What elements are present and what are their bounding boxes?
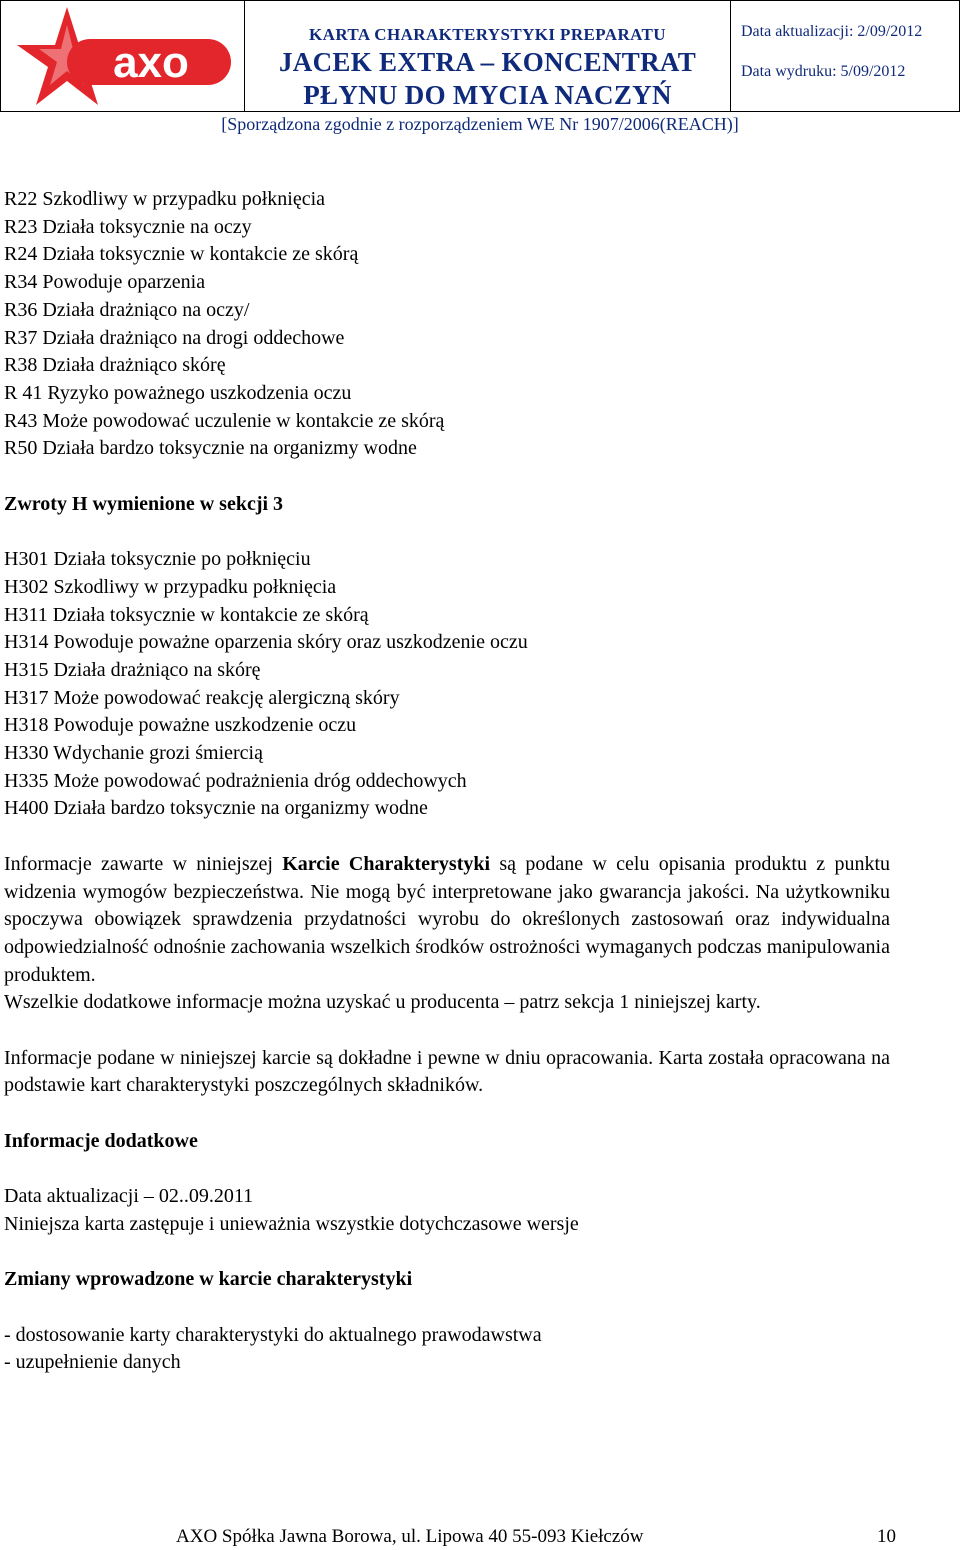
update-date: Data aktualizacji: 2/09/2012	[741, 23, 923, 40]
product-name-line2: PŁYNU DO MYCIA NACZYŃ	[303, 80, 672, 110]
list-item: H318 Powoduje poważne uszkodzenie oczu	[4, 714, 357, 737]
logo-text: axo	[113, 38, 189, 87]
r-phrases-list	[4, 186, 890, 463]
document-type: KARTA CHARAKTERYSTYKI PREPARATU	[309, 25, 666, 44]
list-item: R34 Powoduje oparzenia	[4, 271, 206, 294]
list-item: R43 Może powodować uczulenie w kontakcie ze skórą	[4, 409, 445, 432]
list-item: H335 Może powodować podrażnienia dróg oddechowych	[4, 769, 467, 792]
list-item: H311 Działa toksycznie w kontakcie ze skórą	[4, 603, 369, 626]
list-item: H400 Działa bardzo toksycznie na organizmy wodne	[4, 797, 428, 820]
changes-heading: Zmiany wprowadzone w karcie charakterystyki	[4, 1268, 413, 1291]
list-item: R50 Działa bardzo toksycznie na organizmy wodne	[4, 437, 417, 460]
list-item: H314 Powoduje poważne oparzenia skóry oraz uszkodzenie oczu	[4, 631, 528, 654]
company-address: AXO Spółka Jawna Borowa, ul. Lipowa 40 55-093 Kiełczów	[176, 1526, 644, 1547]
list-item: - uzupełnienie danych	[4, 1351, 181, 1374]
disclaimer-card-name: Karcie Charakterystyki	[282, 852, 491, 875]
axo-logo	[9, 5, 237, 109]
disclaimer-paragraph	[4, 851, 890, 990]
list-item: R23 Działa toksycznie na oczy	[4, 215, 252, 238]
accuracy-paragraph: Informacje podane w niniejszej karcie są dokładne i pewne w dniu opracowania. Karta została opracowana na podstawie kart charakterystyki poszczególnych składników.	[4, 1046, 890, 1097]
list-item: H301 Działa toksycznie po połknięciu	[4, 548, 311, 571]
logo-cell	[0, 0, 245, 112]
list-item: H315 Działa drażniąco na skórę	[4, 658, 261, 681]
revision-date: Data aktualizacji – 02..09.2011	[4, 1185, 254, 1208]
page-number: 10	[877, 1526, 896, 1547]
document-body	[4, 186, 890, 1377]
list-item: H330 Wdychanie grozi śmiercią	[4, 742, 263, 765]
list-item: - dostosowanie karty charakterystyki do aktualnego prawodawstwa	[4, 1323, 542, 1346]
disclaimer-text-start: Informacje zawarte w niniejszej	[4, 852, 283, 875]
h-phrases-heading: Zwroty H wymienione w sekcji 3	[4, 492, 284, 515]
list-item: R37 Działa drażniąco na drogi oddechowe	[4, 326, 345, 349]
title-cell	[244, 0, 731, 112]
list-item: H317 Może powodować reakcję alergiczną skóry	[4, 686, 400, 709]
list-item: R 41 Ryzyko poważnego uszkodzenia oczu	[4, 381, 352, 404]
dates-cell	[730, 0, 960, 112]
disclaimer-text-rest: są podane w celu opisania produktu z punktu widzenia wymogów bezpieczeństwa. Nie mogą być interpretowane jako gwarancja jakości. Na użytkowniku spoczywa obowiązek sprawdzenia przydatności wyrobu do określonych zastosowań oraz indywidualna odpowiedzialność odnośnie zachowania wszelkich środków ostrożności wymaganych podczas manipulowania produktem.	[4, 852, 891, 986]
h-phrases-list	[4, 546, 890, 823]
producer-info-paragraph: Wszelkie dodatkowe informacje można uzyskać u producenta – patrz sekcja 1 niniejszej karty.	[4, 991, 761, 1014]
list-item: R24 Działa toksycznie w kontakcie ze skórą	[4, 243, 359, 266]
print-date: Data wydruku: 5/09/2012	[741, 63, 906, 80]
list-item: H302 Szkodliwy w przypadku połknięcia	[4, 575, 337, 598]
list-item: R22 Szkodliwy w przypadku połknięcia	[4, 188, 326, 210]
supersedes-note: Niniejsza karta zastępuje i unieważnia wszystkie dotychczasowe wersje	[4, 1212, 579, 1235]
document-header	[0, 0, 960, 140]
list-item: R38 Działa drażniąco skórę	[4, 354, 226, 377]
regulation-note: [Sporządzona zgodnie z rozporządzeniem WE Nr 1907/2006(REACH)]	[221, 114, 739, 134]
list-item: R36 Działa drażniąco na oczy/	[4, 298, 250, 321]
additional-info-heading: Informacje dodatkowe	[4, 1129, 198, 1152]
product-name-line1: JACEK EXTRA – KONCENTRAT	[279, 47, 696, 77]
